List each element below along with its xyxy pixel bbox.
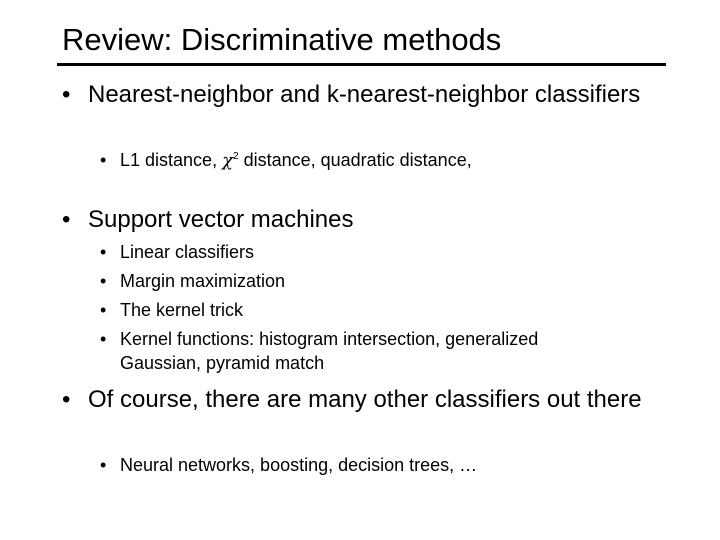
bullet-text: Support vector machines <box>88 206 354 233</box>
bullet-text: Nearest-neighbor and k-nearest-neighbor classifiers <box>88 81 641 108</box>
sub-bullet-distances <box>100 148 660 173</box>
slide-title: Review: Discriminative methods <box>62 22 502 57</box>
sub-bullet-symbol: • <box>100 300 107 320</box>
bullet-other-classifiers <box>62 385 642 415</box>
sub-bullet-symbol: • <box>100 455 107 475</box>
title-underline <box>57 63 666 66</box>
bullet-symbol: • <box>62 386 71 413</box>
sub-bullet-symbol: • <box>100 271 107 291</box>
bullet-text: Of course, there are many other classifiers out there <box>88 386 642 413</box>
sub-bullet-other-methods <box>100 453 660 477</box>
sub-bullet-text: Kernel functions: histogram intersection, generalized Gaussian, pyramid match <box>120 329 539 373</box>
distances-text-part1: L1 distance, <box>120 150 223 170</box>
sub-bullet-symbol: • <box>100 329 107 349</box>
sub-bullet-text: Neural networks, boosting, decision trees, … <box>120 455 478 475</box>
sub-bullet-margin-maximization <box>100 269 660 293</box>
bullet-svm <box>62 205 672 235</box>
sub-bullet-symbol: • <box>100 242 107 262</box>
bullet-nearest-neighbor <box>62 80 672 110</box>
bullet-symbol: • <box>62 206 71 233</box>
chi-symbol: χ <box>222 150 233 171</box>
sub-bullet-text <box>120 148 660 173</box>
sub-bullet-kernel-functions <box>100 327 580 375</box>
sub-bullet-symbol: • <box>100 150 107 170</box>
sub-bullet-text: The kernel trick <box>120 300 244 320</box>
chi-superscript: 2 <box>233 151 239 162</box>
bullet-symbol: • <box>62 81 71 108</box>
sub-bullet-kernel-trick <box>100 298 660 322</box>
distances-text-part2: distance, quadratic distance, <box>238 150 472 170</box>
sub-bullet-text: Linear classifiers <box>120 242 255 262</box>
sub-bullet-text: Margin maximization <box>120 271 286 291</box>
sub-bullet-linear-classifiers <box>100 240 660 264</box>
